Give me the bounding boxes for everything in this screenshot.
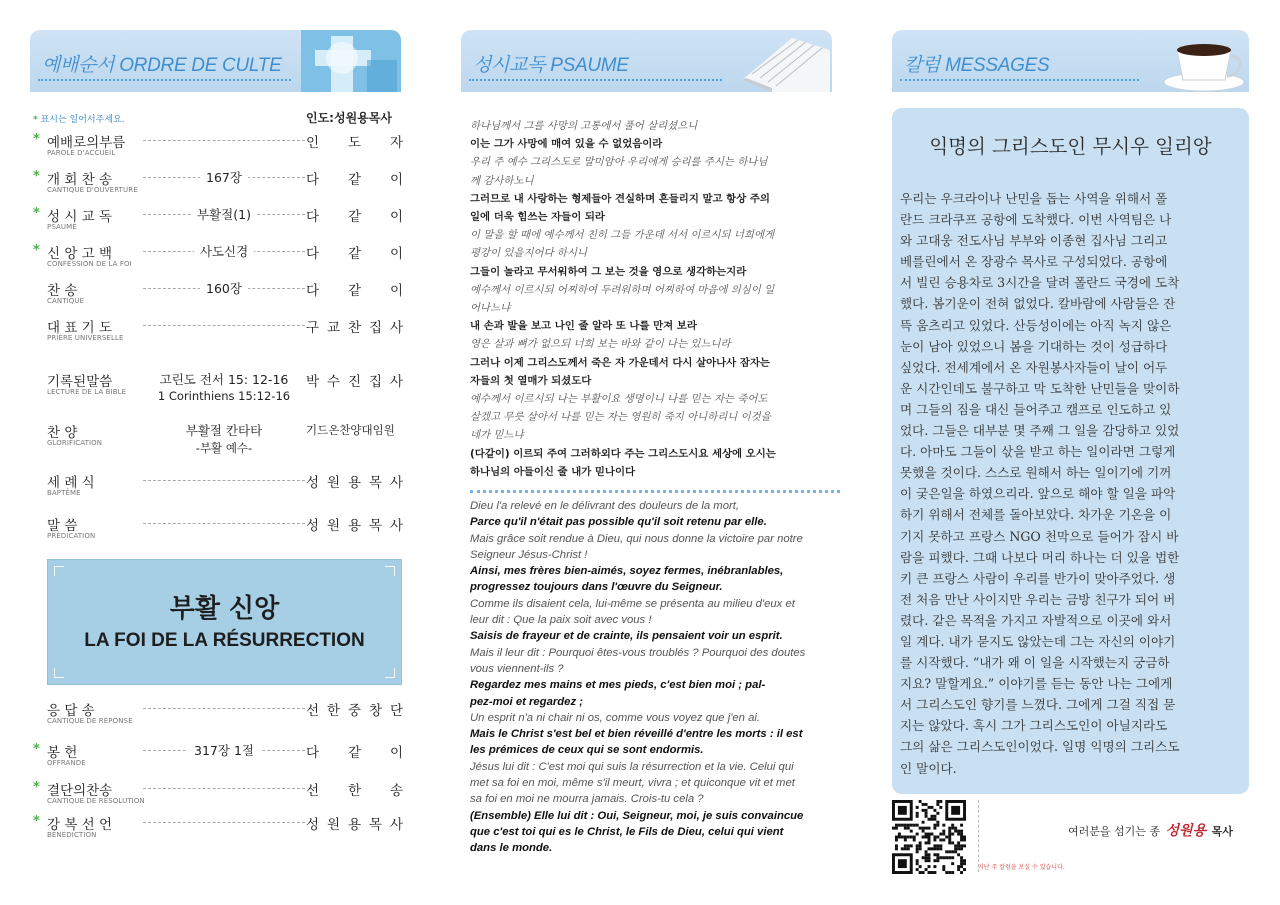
order-item-person: 박 수 진 집 사 — [306, 374, 403, 390]
order-item-name-fr: PRÉDICATION — [47, 532, 96, 540]
book-image — [732, 30, 832, 92]
message-line: 를 시작했다. “내가 왜 이 일을 시작했는지 궁금하 — [900, 655, 1170, 671]
psalm-line-leader-fr: leur dit : Que la paix soit avec vous ! — [470, 614, 652, 627]
order-item-name: 결단의찬송 — [47, 783, 113, 799]
message-line: 이 궂은일을 하였으리라. 앞으로 해야 할 일을 파악 — [900, 486, 1176, 502]
message-line: 운 시간인데도 불구하고 막 도착한 난민들을 맞이하 — [900, 380, 1180, 396]
order-item-name: 응 답 송 — [47, 703, 95, 719]
message-line: 었다. 그들은 대부분 몇 주째 그 일을 감당하고 있었 — [900, 423, 1180, 439]
message-line: 지는 않았다. 혹시 그가 그리스도인이 아닐지라도 — [900, 718, 1168, 734]
order-item-name-fr: PSAUME — [47, 223, 77, 231]
psalm-line-leader: 예수께서 이르시되 어찌하여 두려워하며 어찌하여 마음에 의심이 일 — [470, 283, 775, 296]
signature-name: 성원용 — [1165, 823, 1207, 839]
qr-code[interactable] — [892, 800, 966, 874]
psalm-line-congregation-fr: Ainsi, mes frères bien-aimés, soyez fermes, inébranlables, — [470, 565, 784, 578]
order-item-detail-text: 167장 — [200, 170, 248, 185]
psalm-line-leader: 우리 주 예수 그리스도로 말미암아 우리에게 승리를 주시는 하나님 — [470, 156, 768, 169]
order-item — [33, 370, 403, 404]
order-item-name-fr: GLORIFICATION — [47, 439, 103, 447]
order-item-detail-text: 317장 1절 — [188, 743, 260, 758]
order-item-detail-text: 고린도 전서 15: 12-16 — [154, 372, 295, 387]
order-item-name-fr: CANTIQUE D'OUVERTURE — [47, 186, 138, 194]
signature-title: 목사 — [1211, 825, 1233, 838]
psalm-line-congregation-fr: Saisis de frayeur et de crainte, ils pensaient voir un esprit. — [470, 630, 783, 643]
order-item — [33, 168, 403, 202]
order-item — [33, 699, 403, 733]
message-line: 했다. 봄기운이 전혀 없었다. 칼바람에 사람들은 잔 — [900, 296, 1176, 312]
messages-header-title: 칼럼 MESSAGES — [904, 55, 1050, 76]
message-line: 키 큰 프랑스 사람이 우리를 반가이 맞아주었다. 생 — [900, 570, 1176, 586]
message-line: 서 그리스도인 향기를 느꼈다. 그에게 그걸 직접 묻 — [900, 697, 1176, 713]
stand-note-text: 표시는 일어서주세요. — [40, 115, 125, 125]
message-line: 하기 위해서 전체를 돌아보았다. 차가운 기온을 이 — [900, 507, 1172, 523]
dotted-leader — [143, 140, 305, 141]
psalm-french — [470, 498, 830, 857]
order-item-person: 성 원 용 목 사 — [306, 817, 403, 833]
psalm-line-congregation-fr: pez-moi et regardez ; — [470, 695, 583, 708]
order-item-name-fr: PAROLE D'ACCUEIL — [47, 149, 116, 157]
psalm-line-leader-fr: Seigneur Jésus-Christ ! — [470, 548, 588, 561]
order-item-person: 선 한 중 창 단 — [306, 703, 403, 719]
order-item-detail — [143, 370, 305, 403]
message-body — [900, 188, 1240, 779]
order-header-title: 예배순서 ORDRE DE CULTE — [42, 55, 282, 76]
order-item — [33, 279, 403, 313]
psalm-line-leader: 하나님께서 그를 사망의 고통에서 풀어 살리셨으니 — [470, 120, 698, 132]
stand-star-icon: * — [33, 780, 40, 795]
banner-corner — [385, 668, 395, 678]
psalm-line-leader-fr: Un esprit n'a ni chair ni os, comme vous voyez que j'en ai. — [470, 711, 761, 724]
order-item-person: 인 도 자 — [306, 135, 403, 151]
message-line: 그의 삶은 그리스도인이었다. 일명 익명의 그리스도 — [900, 739, 1180, 755]
psalm-line-congregation-fr: les prémices de ceux qui se sont endormis. — [470, 744, 704, 757]
stand-star-icon: * — [33, 206, 40, 221]
message-line: 눈이 남아 있었으니 봄을 기대하는 것이 성급하다 — [900, 338, 1168, 354]
header-divider — [900, 79, 1139, 81]
psalm-line-leader-fr: met sa foi en moi, même s'il meurt, vivra ; et quiconque vit et met — [470, 777, 795, 790]
order-item-name: 신 앙 고 백 — [47, 246, 113, 262]
psalm-line-leader: 영은 살과 뼈가 없으되 너희 보는 바와 같이 나는 있느니라 — [470, 338, 731, 351]
psalm-divider — [470, 490, 840, 493]
order-item-person: 선 한 송 — [306, 783, 403, 799]
message-title: 익명의 그리스도인 무시우 일리앙 — [929, 135, 1212, 158]
psalm-line-leader-fr: vous viennent-ils ? — [470, 662, 564, 675]
banner-corner — [54, 668, 64, 678]
order-item — [33, 514, 403, 548]
banner-title-fr: LA FOI DE LA RÉSURRECTION — [84, 630, 365, 651]
order-item-person: 구 교 찬 집 사 — [306, 320, 403, 336]
order-item-person: 기드온찬양대임원 — [306, 423, 395, 437]
message-line: 며 그들의 짐을 대신 들어주고 캠프로 인도하고 있 — [900, 401, 1172, 417]
signature-prefix: 여러분을 섬기는 종 — [1068, 825, 1161, 838]
order-item-name: 찬 양 — [47, 425, 78, 441]
psalm-line-leader: 어나느냐 — [470, 302, 511, 315]
psalm-line-congregation: 자들의 첫 열매가 되셨도다 — [470, 374, 592, 387]
message-line: 일 계다. 내가 묻지도 않았는데 그는 자신의 이야기 — [900, 633, 1176, 649]
order-item-detail-sub: 1 Corinthiens 15:12-16 — [143, 389, 305, 403]
psalm-line-leader-fr: Mais il leur dit : Pourquoi êtes-vous troublés ? Pourquoi des doutes — [470, 646, 806, 659]
dotted-leader — [143, 480, 305, 481]
message-line: 기지 못하고 프랑스 NGO 천막으로 들어가 잠시 바 — [900, 528, 1179, 544]
banner-corner — [385, 566, 395, 576]
psalm-line-congregation: 그러나 이제 그리스도께서 죽은 자 가운데서 다시 살아나사 잠자는 — [470, 356, 770, 369]
stand-note — [33, 112, 125, 125]
dotted-leader — [143, 325, 305, 326]
psalm-line-congregation-fr: dans le monde. — [470, 842, 553, 855]
order-item-name-fr: CANTIQUE DE RÉPONSE — [47, 717, 133, 725]
order-item-person: 다 같 이 — [306, 172, 403, 188]
order-item — [33, 813, 403, 847]
order-item-name-fr: BÉNÉDICTION — [47, 831, 97, 839]
order-item — [33, 131, 403, 165]
psalm-line-leader: 평강이 있을지어다 하시니 — [470, 247, 588, 260]
coffee-cup-image — [1149, 30, 1249, 92]
message-line: 뜩 움츠리고 있었다. 산등성이에는 아직 녹지 않은 — [900, 317, 1172, 333]
banner-corner — [54, 566, 64, 576]
order-item-name-fr: OFFRANDE — [47, 759, 86, 767]
banner-title-ko: 부활 신앙 — [169, 594, 280, 624]
psalm-line-leader-fr: Jésus lui dit : C'est moi qui suis la résurrection et la vie. Celui qui — [470, 760, 794, 773]
psalm-korean — [470, 117, 832, 481]
message-line: 와 고대웅 전도사님 부부와 이종현 집사님 그리고 — [900, 233, 1168, 249]
psalm-line-congregation-fr: progressez toujours dans l'œuvre du Seigneur. — [470, 581, 723, 594]
order-item-person: 다 같 이 — [306, 209, 403, 225]
order-item-name: 대 표 기 도 — [47, 320, 113, 336]
psalm-line-congregation: 이는 그가 사망에 매여 있을 수 없었음이라 — [470, 138, 663, 151]
order-item-name-fr: CANTIQUE DE RÉSOLUTION — [47, 797, 145, 805]
order-item-detail — [143, 242, 305, 260]
theme-banner — [47, 559, 402, 685]
psalm-line-congregation-fr: Regardez mes mains et mes pieds, c'est bien moi ; pal- — [470, 679, 766, 692]
order-item-detail-text: 160장 — [200, 281, 248, 296]
stand-star-icon: * — [33, 742, 40, 757]
psalm-line-congregation-fr: que c'est toi qui es le Christ, le Fils de Dieu, celui qui vient — [470, 825, 784, 838]
psalm-line-leader: 이 말을 할 때에 예수께서 친히 그들 가운데 서서 이르시되 너희에게 — [470, 229, 775, 242]
order-item-person: 다 같 이 — [306, 283, 403, 299]
order-item — [33, 242, 403, 276]
psalm-line-leader: 네가 믿느냐 — [470, 429, 524, 442]
messages-header — [892, 30, 1249, 92]
order-item — [33, 205, 403, 239]
psalm-line-leader: 께 감사하노니 — [470, 174, 534, 187]
order-header — [30, 30, 401, 92]
order-item-name: 강 복 선 언 — [47, 817, 113, 833]
psalm-line-leader: 살겠고 무릇 살아서 나를 믿는 자는 영원히 죽지 아니하리니 이것을 — [470, 411, 771, 424]
stand-note-star: * — [33, 115, 38, 125]
psalm-line-leader-fr: Dieu l'a relevé en le délivrant des douleurs de la mort, — [470, 500, 740, 512]
order-item-name: 예배로의부름 — [47, 135, 126, 151]
psalm-line-congregation-fr: Parce qu'il n'était pas possible qu'il soit retenu par elle. — [470, 516, 767, 529]
psalm-line-leader-fr: Comme ils disaient cela, lui-même se présenta au milieu d'eux et — [470, 597, 795, 610]
order-item-person: 다 같 이 — [306, 246, 403, 262]
order-item-name: 세 례 식 — [47, 475, 95, 491]
order-item-name-fr: PRIÈRE UNIVERSELLE — [47, 334, 124, 342]
message-line: 다. 아마도 그들이 삯을 받고 하는 일이라면 그렇게 — [900, 444, 1176, 460]
message-line: 란드 크라쿠프 공항에 도착했다. 이번 사역팀은 나 — [900, 212, 1172, 228]
order-item-name-fr: CANTIQUE — [47, 297, 85, 305]
order-item — [33, 316, 403, 350]
dotted-leader — [143, 708, 305, 709]
message-line: 전 처음 만난 사이지만 우리는 금방 친구가 되어 버 — [900, 591, 1176, 607]
message-line: 우리는 우크라이나 난민을 돕는 사역을 위해서 폴 — [900, 191, 1168, 206]
stand-star-icon: * — [33, 243, 40, 258]
order-item-name-fr: BAPTÊME — [47, 489, 81, 497]
message-line: 렸다. 같은 목적을 가지고 자발적으로 이곳에 와서 — [900, 612, 1172, 628]
order-item-detail — [143, 279, 305, 297]
order-item-detail — [143, 741, 305, 759]
order-item-detail-sub: -부활 예수- — [143, 440, 305, 456]
order-item-person: 성 원 용 목 사 — [306, 475, 403, 491]
order-item-name: 성 시 교 독 — [47, 209, 113, 225]
stand-star-icon: * — [33, 814, 40, 829]
order-item-name-fr: CONFESSION DE LA FOI — [47, 260, 132, 268]
order-item-person: 성 원 용 목 사 — [306, 518, 403, 534]
cross-image — [301, 30, 401, 92]
message-line: 싶었다. 전세계에서 온 자원봉사자들이 날이 어두 — [900, 359, 1168, 375]
order-item-person: 다 같 이 — [306, 745, 403, 761]
order-item-name: 찬 송 — [47, 283, 78, 299]
order-item-detail — [143, 421, 305, 456]
worship-leader: 인도:성원용목사 — [306, 111, 392, 125]
signature — [1068, 820, 1233, 840]
order-item-name: 봉 헌 — [47, 745, 78, 761]
psalm-header — [461, 30, 832, 92]
order-item-name: 말 씀 — [47, 518, 78, 534]
order-item — [33, 741, 403, 775]
order-item-detail-text: 부활절 칸타타 — [180, 423, 268, 438]
order-item-detail — [143, 205, 305, 223]
dotted-leader — [143, 788, 305, 789]
header-divider — [38, 79, 291, 81]
psalm-line-congregation: 내 손과 발을 보고 나인 줄 알라 또 나를 만져 보라 — [470, 320, 697, 333]
psalm-header-title: 성시교독 PSAUME — [473, 55, 629, 76]
psalm-line-congregation-fr: Mais le Christ s'est bel et bien réveillé d'entre les morts : il est — [470, 728, 803, 741]
qr-note: 지난 주 칼럼을 보실 수 있습니다. — [978, 864, 1065, 871]
message-line: 인 말이다. — [900, 760, 957, 776]
psalm-line-congregation: 일에 더욱 힘쓰는 자들이 되라 — [470, 211, 605, 224]
message-line: 베를린에서 온 장광수 목사로 구성되었다. 공항에 — [900, 254, 1168, 270]
stand-star-icon: * — [33, 169, 40, 184]
order-item-detail-text: 부활절(1) — [191, 207, 257, 222]
dotted-leader — [143, 822, 305, 823]
psalm-line-congregation: 그러므로 내 사랑하는 형제들아 견실하며 흔들리지 말고 항상 주의 — [470, 192, 770, 205]
message-line: 서 빌린 승용차로 3시간을 달려 폴란드 국경에 도착 — [900, 275, 1180, 291]
order-item — [33, 421, 403, 455]
order-item — [33, 471, 403, 505]
order-item-name-fr: LECTURE DE LA BIBLE — [47, 388, 127, 396]
order-item-detail — [143, 168, 305, 186]
psalm-line-leader-fr: Mais grâce soit rendue à Dieu, qui nous donne la victoire par notre — [470, 532, 803, 545]
dotted-leader — [143, 523, 305, 524]
stand-star-icon: * — [33, 132, 40, 147]
header-divider — [469, 79, 722, 81]
message-line: 지요? 말할게요.” 이야기를 듣는 동안 나는 그에게 — [900, 676, 1173, 692]
psalm-line-congregation: 그들이 놀라고 무서워하여 그 보는 것을 영으로 생각하는지라 — [470, 265, 747, 278]
order-item-name: 기록된말씀 — [47, 374, 113, 390]
psalm-line-leader: 예수께서 이르시되 나는 부활이요 생명이니 나를 믿는 자는 죽어도 — [470, 393, 768, 406]
psalm-line-congregation: 하나님의 아들이신 줄 내가 믿나이다 — [470, 465, 636, 478]
order-item-name: 개 회 찬 송 — [47, 172, 113, 188]
order-item-detail-text: 사도신경 — [194, 244, 254, 259]
psalm-line-leader-fr: sa foi en moi ne mourra jamais. Crois-tu cela ? — [470, 793, 704, 806]
message-line: 람을 피했다. 그때 나보다 머리 하나는 더 있을 법한 — [900, 549, 1180, 565]
order-item — [33, 779, 403, 813]
psalm-line-congregation: (다같이) 이르되 주여 그러하외다 주는 그리스도시요 세상에 오시는 — [470, 447, 776, 460]
psalm-line-congregation-fr: (Ensemble) Elle lui dit : Oui, Seigneur, moi, je suis convaincue — [470, 809, 804, 822]
message-line: 못했을 것이다. 스스로 원해서 하는 일이기에 기꺼 — [900, 465, 1172, 481]
